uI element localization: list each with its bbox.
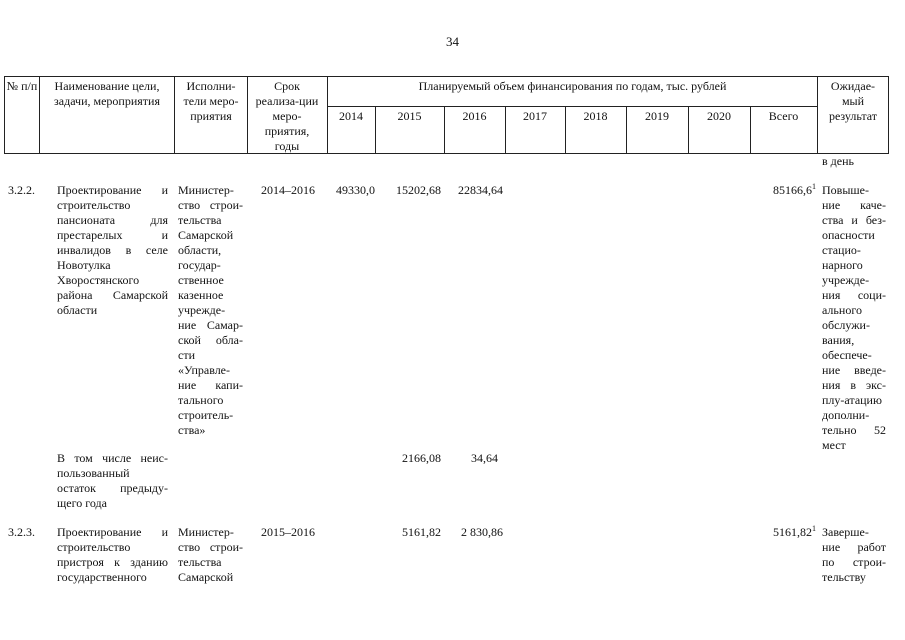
table-top-border: [4, 76, 889, 77]
row-322-2014: 49330,0: [336, 183, 375, 197]
row-322-term: 2014–2016: [261, 183, 315, 197]
header-num: № п/п: [6, 79, 38, 93]
row-323-2016: 2 830,86: [461, 525, 503, 539]
row-incl-2015: 2166,08: [402, 451, 441, 465]
header-bottom-border: [4, 153, 889, 154]
header-total: Всего: [768, 109, 799, 123]
years-divider: [327, 106, 817, 107]
row-incl-2016: 34,64: [471, 451, 498, 465]
header-executor: Исполни-тели меро-приятия: [183, 79, 239, 123]
row-323-executor: Министер-ство строи-тельства Самарской: [178, 525, 243, 584]
row-322-2016: 22834,64: [458, 183, 503, 197]
header-year-2014: 2014: [339, 109, 363, 123]
header-result: Ожидае-мый результат: [828, 79, 878, 123]
row-323-result: Заверше-ние работ по строи-тельству: [822, 525, 886, 584]
row-322-total: 85166,6$^1$: [773, 182, 816, 197]
row-322-number: 3.2.2.: [8, 183, 35, 197]
header-year-2017: 2017: [523, 109, 547, 123]
row-322-name: Проектирование и строительство пансионата для престарелых и инвалидов в селе Новотулка Хворостянского района Самарской области: [57, 183, 168, 317]
header-name: Наименование цели, задачи, мероприятия: [54, 79, 160, 108]
row-323-2015: 5161,82: [402, 525, 441, 539]
header-funding: Планируемый объем финансирования по годам, тыс. рублей: [418, 79, 727, 93]
row-323-number: 3.2.3.: [8, 525, 35, 539]
header-term: Срок реализа-ции меро-приятия, годы: [255, 79, 319, 153]
row-incl-name: В том числе неис-пользованный остаток предыду-щего года: [57, 451, 168, 510]
row-323-total-footnote: 1: [812, 524, 816, 533]
header-year-2019: 2019: [645, 109, 669, 123]
row-322-2015: 15202,68: [396, 183, 441, 197]
page-number: 34: [446, 34, 459, 49]
row-322-result: Повыше-ние каче-ства и без-опасности стацио-нарного учрежде-ния соци-ального обслужи-вания, обеспече-ние введе-ния в экс-плу-атацию дополни-тельно 52 мест: [822, 183, 886, 452]
carry-over-text: в день: [822, 154, 854, 168]
row-323-total: 5161,82$^1$: [773, 524, 816, 539]
header-year-2016: 2016: [462, 109, 487, 123]
row-322-executor: Министер-ство строи-тельства Самарской области, государ-ственное казенное учрежде-ние Самар-ской обла-сти «Управле-ние капи-тального строитель-ства»: [178, 183, 243, 437]
header-year-2020: 2020: [707, 109, 731, 123]
header-year-2015: 2015: [397, 109, 422, 123]
header-year-2018: 2018: [583, 109, 608, 123]
row-323-term: 2015–2016: [261, 525, 315, 539]
row-323-name: Проектирование и строительство пристроя к зданию государственного: [57, 525, 168, 584]
row-322-total-footnote: 1: [812, 182, 816, 191]
